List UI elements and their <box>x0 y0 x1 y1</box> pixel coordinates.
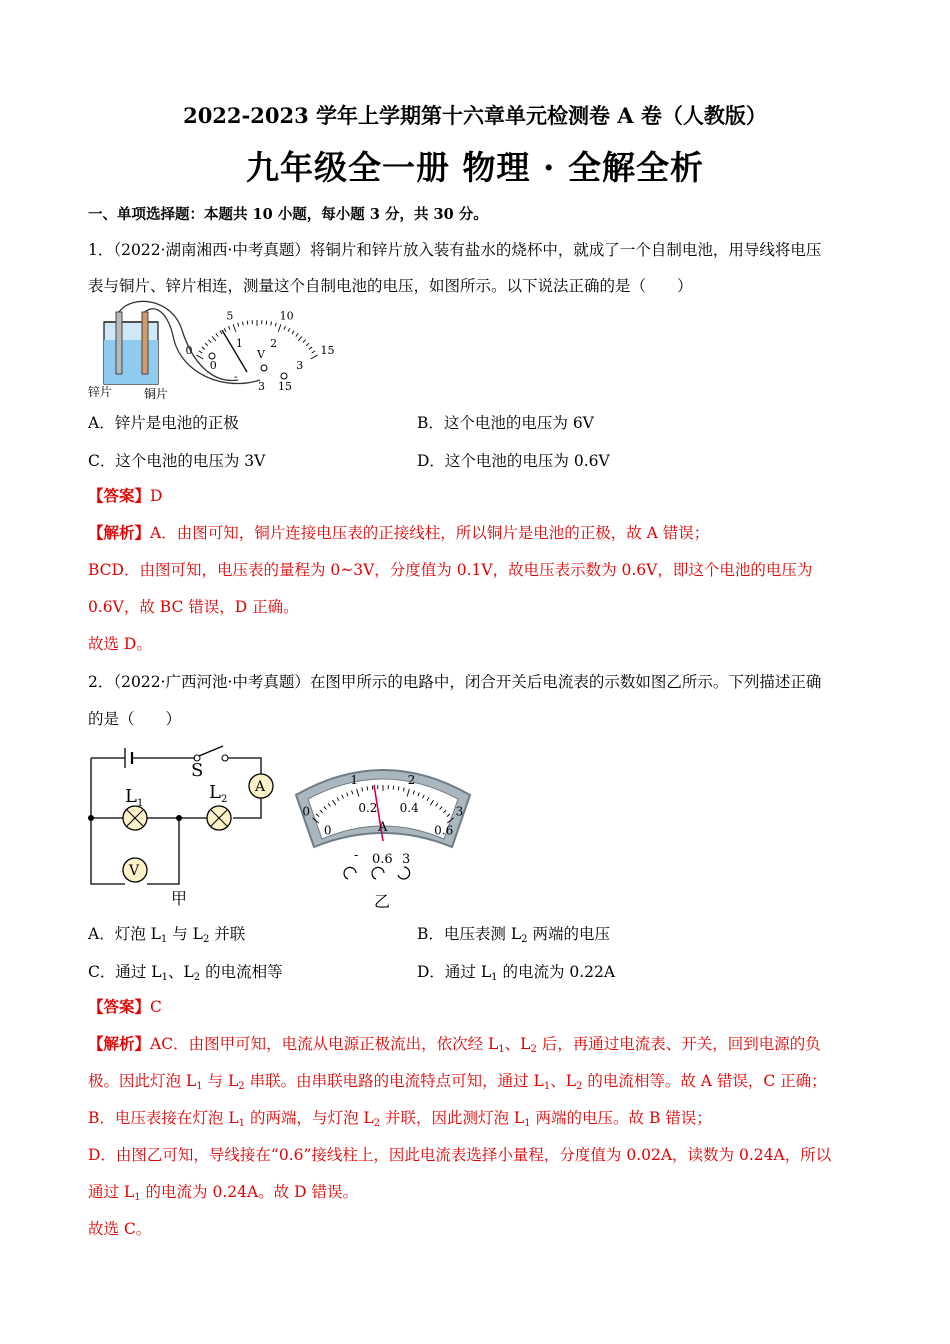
q2-figure-ammeter-yi <box>288 755 478 915</box>
q1-answer: 【答案】D <box>88 486 163 505</box>
voltmeter-scale-tick <box>284 326 286 330</box>
voltmeter-scale-inner-label: 3 <box>296 359 304 372</box>
switch-s <box>199 746 223 756</box>
q1-analysis-line-1: 【解析】A．由图可知，铜片连接电压表的正接线柱，所以铜片是电池的正极，故 A 错误； <box>88 523 710 542</box>
q2-answer: 【答案】C <box>88 997 162 1016</box>
ammeter-terminal-neg-label: - <box>354 848 359 863</box>
q1-option-a: A．锌片是电池的正极 <box>88 414 239 432</box>
section-heading: 一、单项选择题：本题共 10 小题，每小题 3 分，共 30 分。 <box>88 206 488 223</box>
figure-jia-caption: 甲 <box>171 889 188 908</box>
voltmeter-scale-outer-label: 0 <box>185 344 193 357</box>
voltmeter-scale-tick <box>205 343 208 346</box>
ammeter-label: A <box>255 779 266 795</box>
copper-label: 铜片 <box>144 387 169 401</box>
voltmeter-pointer <box>222 330 247 372</box>
salt-water <box>104 340 158 384</box>
voltmeter-scale-tick <box>303 340 306 343</box>
lamp2-subscript: 2 <box>221 794 228 805</box>
q2-analysis-line-5: 通过 $L_1$ 的电流为 0.24A。故 D 错误。 <box>88 1183 358 1203</box>
q2-analysis-line-2: 极。因此灯泡 $L_1$ 与 $L_2$ 串联。由串联电路的电流特点可知，通过 $L_1$、$L_2$ 的电流相等。故 A 错误，C 正确； <box>88 1072 827 1092</box>
voltmeter-label: V <box>129 863 140 879</box>
voltmeter-scale-tick <box>288 328 290 332</box>
voltmeter-scale-tick <box>266 321 267 325</box>
voltmeter-scale-tick <box>242 322 243 326</box>
q2-conclusion: 故选 C。 <box>88 1220 152 1238</box>
q2-stem-line-1: 2．（2022·广西河池·中考真题）在图甲所示的电路中，闭合开关后电流表的示数如图乙所示。下列描述正确 <box>88 673 822 691</box>
lamp2-label: L <box>209 782 221 803</box>
ammeter-scale-outer-label: 2 <box>407 773 416 788</box>
voltmeter-unit: V <box>257 348 265 361</box>
q1-stem-line-1: 1．（2022·湖南湘西·中考真题）将铜片和锌片放入装有盐水的烧杯中，就成了一个自制电池，用导线将电压 <box>88 241 822 259</box>
ammeter-scale-outer-label: 3 <box>455 804 464 819</box>
q2-analysis-line-1: 【解析】AC．由图甲可知，电流从电源正极流出，依次经 $L_1$、$L_2$ 后，再通过电流表、开关，回到电源的负 <box>88 1034 821 1055</box>
q1-option-b: B．这个电池的电压为 6V <box>417 414 594 432</box>
voltmeter-scale-outer-label: 5 <box>226 309 234 323</box>
q2-analysis-line-3: B．电压表接在灯泡 $L_1$ 的两端，与灯泡 $L_2$ 并联，因此测灯泡 $L_1$ 两端的电压。故 B 错误； <box>88 1109 712 1129</box>
voltmeter-scale-tick <box>212 336 216 341</box>
q1-conclusion: 故选 D。 <box>88 635 152 653</box>
voltmeter-scale-tick <box>278 324 281 332</box>
ammeter-unit: A <box>378 820 388 835</box>
voltmeter-scale-tick <box>296 333 298 336</box>
voltmeter-scale-tick <box>311 355 318 359</box>
terminal-3 <box>261 365 267 371</box>
ammeter-scale-outer-label: 1 <box>350 773 358 788</box>
q1-option-c: C．这个电池的电压为 3V <box>88 452 266 470</box>
q2-option-a: A．灯泡 $L_1$ 与 $L_2$ 并联 <box>88 925 246 945</box>
voltmeter-scale-tick <box>199 351 202 353</box>
switch-label: S <box>191 760 204 781</box>
document-title: 2022-2023 学年上学期第十六章单元检测卷 A 卷（人教版） <box>183 103 767 128</box>
voltmeter-scale-tick <box>196 355 203 359</box>
voltmeter-scale-tick <box>298 336 302 341</box>
voltmeter-scale-tick <box>220 331 222 334</box>
voltmeter-scale-inner-label: 1 <box>235 337 243 351</box>
voltmeter-scale-tick <box>238 323 239 327</box>
q1-figure-voltmeter-battery <box>88 300 352 401</box>
q2-option-d: D．通过 $L_1$ 的电流为 0.22A <box>417 963 616 983</box>
ammeter-scale-inner-label: 0.4 <box>399 801 419 816</box>
voltmeter-dial <box>185 310 334 372</box>
zinc-label: 锌片 <box>88 385 113 399</box>
q1-option-d: D．这个电池的电压为 0.6V <box>417 452 610 470</box>
document-subtitle: 九年级全一册 物理 · 全解全析 <box>246 148 704 187</box>
voltmeter-scale-tick <box>233 324 236 332</box>
lamp1-label: L <box>125 786 137 807</box>
copper-plate <box>142 312 148 374</box>
voltmeter-scale-tick <box>292 331 294 334</box>
q1-stem-line-2: 表与铜片、锌片相连，测量这个自制电池的电压，如图所示。以下说法正确的是（ ） <box>88 277 693 295</box>
ammeter-terminal-06-label: 0.6 <box>372 852 393 867</box>
voltmeter-scale-tick <box>202 347 205 349</box>
lamp1-subscript: 1 <box>137 798 144 809</box>
voltmeter-scale-tick <box>208 340 211 343</box>
terminal-3-label: 3 <box>258 380 265 393</box>
voltmeter-scale-tick <box>309 347 312 349</box>
voltmeter-scale-inner-label: 0 <box>209 359 217 372</box>
q2-analysis-line-4: D．由图乙可知，导线接在“0.6”接线柱上，因此电流表选择小量程，分度值为 0.02A，读数为 0.24A，所以 <box>88 1146 832 1164</box>
voltmeter-scale-tick <box>312 351 315 353</box>
voltmeter-scale-tick <box>271 322 272 326</box>
voltmeter-scale-outer-label: 10 <box>279 309 294 323</box>
zinc-plate <box>116 312 122 374</box>
voltmeter-scale-outer-label: 15 <box>320 344 335 357</box>
voltmeter-scale-tick <box>224 328 226 332</box>
ammeter-scale-outer-label: 0 <box>302 804 311 819</box>
q1-analysis-line-2: BCD．由图可知，电压表的量程为 0~3V，分度值为 0.1V，故电压表示数为 0.6V，即这个电池的电压为 <box>88 561 813 579</box>
ammeter-scale-inner-label: 0.2 <box>358 801 378 816</box>
voltmeter-scale-tick <box>306 343 309 346</box>
q2-figure-circuit-jia <box>85 740 285 910</box>
q2-option-b: B．电压表测 $L_2$ 两端的电压 <box>417 925 610 945</box>
figure-yi-caption: 乙 <box>374 892 391 911</box>
voltmeter-scale-tick <box>216 333 218 336</box>
terminal-neg-label: - <box>234 370 238 383</box>
ammeter-scale-inner-label: 0 <box>323 823 332 838</box>
voltmeter-scale-tick <box>229 326 231 330</box>
q2-option-c: C．通过 $L_1$、$L_2$ 的电流相等 <box>88 963 283 983</box>
terminal-15 <box>281 373 287 379</box>
voltmeter-scale-tick <box>247 321 248 325</box>
q1-analysis-line-3: 0.6V，故 BC 错误，D 正确。 <box>88 598 299 616</box>
voltmeter-scale-tick <box>275 323 276 327</box>
voltmeter-scale-inner-label: 2 <box>270 337 278 351</box>
ammeter-scale-inner-label: 0.6 <box>434 823 454 838</box>
ammeter-terminal-3-label: 3 <box>402 852 411 867</box>
terminal-15-label: 15 <box>278 380 292 393</box>
q2-stem-line-2: 的是（ ） <box>88 710 182 728</box>
